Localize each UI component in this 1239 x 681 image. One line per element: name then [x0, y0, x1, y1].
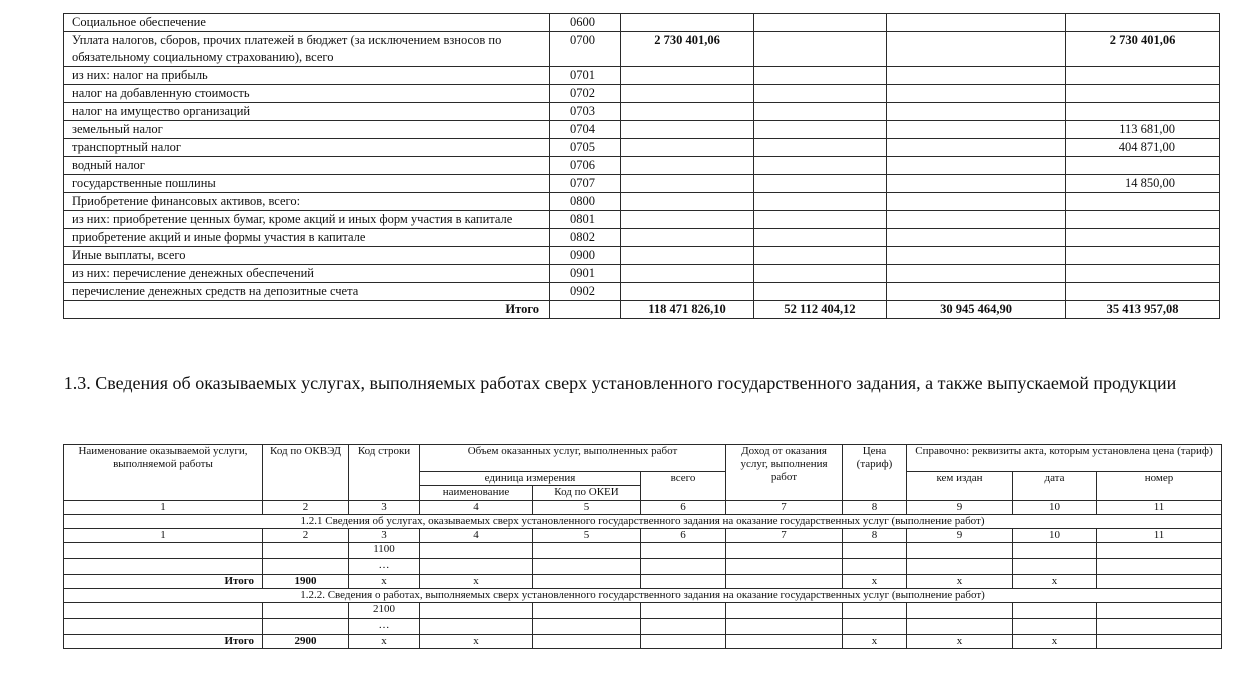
header-row-code: Код строки	[349, 445, 420, 501]
row-value-4: 113 681,00	[1066, 121, 1220, 139]
expenditure-row	[64, 121, 1220, 139]
total-label: Итого	[64, 301, 550, 319]
col-number: 7	[726, 501, 843, 515]
col-number: 9	[907, 529, 1013, 543]
row-value-4	[1066, 265, 1220, 283]
itogo-col4: х	[420, 575, 533, 589]
total-value-3: 30 945 464,90	[887, 301, 1066, 319]
row-code: 0901	[550, 265, 621, 283]
row-value-1	[621, 85, 754, 103]
row-value-4: 404 871,00	[1066, 139, 1220, 157]
itogo-code: х	[349, 575, 420, 589]
expenditure-table-body	[64, 14, 1220, 301]
column-numbers-row-repeat	[64, 529, 1222, 543]
header-unit: единица измерения	[420, 472, 641, 486]
expenditure-row	[64, 85, 1220, 103]
row-value-1	[621, 14, 754, 32]
col-number: 2	[263, 501, 349, 515]
expenditure-table	[63, 13, 1220, 319]
row-value-2	[754, 103, 887, 121]
col-number: 9	[907, 501, 1013, 515]
row-value-1	[621, 103, 754, 121]
col-number: 7	[726, 529, 843, 543]
row-value-3	[887, 157, 1066, 175]
row-name: государственные пошлины	[64, 175, 550, 193]
header-unit-name: наименование	[420, 486, 533, 501]
header-okved: Код по ОКВЭД	[263, 445, 349, 501]
expenditure-row	[64, 283, 1220, 301]
row-value-3	[887, 175, 1066, 193]
col-number: 8	[843, 529, 907, 543]
expenditure-row	[64, 157, 1220, 175]
itogo-row-2	[64, 635, 1222, 649]
row-code: 0700	[550, 32, 621, 67]
row-value-3	[887, 139, 1066, 157]
header-date: дата	[1013, 472, 1097, 501]
col-number: 10	[1013, 501, 1097, 515]
itogo-code: х	[349, 635, 420, 649]
row-value-1	[621, 175, 754, 193]
row-name: земельный налог	[64, 121, 550, 139]
row-name: из них: налог на прибыль	[64, 67, 550, 85]
row-value-1	[621, 157, 754, 175]
row-value-3	[887, 121, 1066, 139]
row-name: Социальное обеспечение	[64, 14, 550, 32]
header-reference: Справочно: реквизиты акта, которым установлена цена (тариф)	[907, 445, 1222, 472]
work-row-ellipsis	[64, 619, 1222, 635]
row-name: перечисление денежных средств на депозитные счета	[64, 283, 550, 301]
row-code: 0900	[550, 247, 621, 265]
row-value-3	[887, 103, 1066, 121]
expenditure-row	[64, 193, 1220, 211]
row-ellipsis: …	[349, 559, 420, 575]
col-number: 10	[1013, 529, 1097, 543]
row-value-1	[621, 265, 754, 283]
row-value-1	[621, 211, 754, 229]
row-value-2	[754, 265, 887, 283]
row-value-4	[1066, 229, 1220, 247]
row-value-2	[754, 139, 887, 157]
row-name: из них: приобретение ценных бумаг, кроме акций и иных форм участия в капитале	[64, 211, 550, 229]
row-value-4: 2 730 401,06	[1066, 32, 1220, 67]
col-number: 4	[420, 529, 533, 543]
header-volume: Объем оказанных услуг, выполненных работ	[420, 445, 726, 472]
expenditure-row	[64, 67, 1220, 85]
row-code: 0702	[550, 85, 621, 103]
total-value-4: 35 413 957,08	[1066, 301, 1220, 319]
row-value-4	[1066, 67, 1220, 85]
row-value-1	[621, 67, 754, 85]
itogo-col8: х	[843, 635, 907, 649]
row-value-1	[621, 229, 754, 247]
itogo-col10: х	[1013, 635, 1097, 649]
itogo-row-1	[64, 575, 1222, 589]
row-value-1	[621, 121, 754, 139]
header-name: Наименование оказываемой услуги, выполняемой работы	[64, 445, 263, 501]
total-value-2: 52 112 404,12	[754, 301, 887, 319]
row-value-1	[621, 283, 754, 301]
row-value-4	[1066, 157, 1220, 175]
row-code: 0706	[550, 157, 621, 175]
itogo-col10: х	[1013, 575, 1097, 589]
row-name: водный налог	[64, 157, 550, 175]
col-number: 6	[641, 501, 726, 515]
header-row-1	[64, 445, 1222, 472]
expenditure-row	[64, 265, 1220, 283]
row-code: 0802	[550, 229, 621, 247]
expenditure-row	[64, 103, 1220, 121]
subsection-2-title: 1.2.2. Сведения о работах, выполняемых сверх установленного государственного задания на оказание государственных услуг (выполнение работ)	[64, 589, 1222, 603]
header-total: всего	[641, 472, 726, 501]
row-code: 0902	[550, 283, 621, 301]
service-row	[64, 543, 1222, 559]
col-number: 2	[263, 529, 349, 543]
row-name: Приобретение финансовых активов, всего:	[64, 193, 550, 211]
row-name: приобретение акций и иные формы участия в капитале	[64, 229, 550, 247]
itogo-col8: х	[843, 575, 907, 589]
row-value-2	[754, 67, 887, 85]
row-value-4	[1066, 211, 1220, 229]
header-income: Доход от оказания услуг, выполнения работ	[726, 445, 843, 501]
total-value-1: 118 471 826,10	[621, 301, 754, 319]
row-value-2	[754, 32, 887, 67]
row-value-2	[754, 229, 887, 247]
row-code: 1100	[349, 543, 420, 559]
col-number: 1	[64, 529, 263, 543]
row-ellipsis: …	[349, 619, 420, 635]
subsection-1-title: 1.2.1 Сведения об услугах, оказываемых сверх установленного государственного задания на оказание государственных услуг (выполнение работ)	[64, 515, 1222, 529]
itogo-col9: х	[907, 635, 1013, 649]
subsection-1-row	[64, 515, 1222, 529]
row-name: из них: перечисление денежных обеспечений	[64, 265, 550, 283]
expenditure-row	[64, 175, 1220, 193]
subsection-2-row	[64, 589, 1222, 603]
itogo-col9: х	[907, 575, 1013, 589]
row-value-3	[887, 211, 1066, 229]
row-value-3	[887, 247, 1066, 265]
row-value-2	[754, 85, 887, 103]
total-code-cell	[550, 301, 621, 319]
row-value-2	[754, 247, 887, 265]
row-value-2	[754, 157, 887, 175]
row-code: 0703	[550, 103, 621, 121]
row-value-4	[1066, 247, 1220, 265]
expenditure-row	[64, 14, 1220, 32]
row-value-4	[1066, 103, 1220, 121]
total-row	[64, 301, 1220, 319]
col-number: 8	[843, 501, 907, 515]
row-value-3	[887, 32, 1066, 67]
column-numbers-row	[64, 501, 1222, 515]
services-table	[63, 444, 1222, 649]
col-number: 5	[533, 529, 641, 543]
row-value-4	[1066, 283, 1220, 301]
row-value-2	[754, 211, 887, 229]
row-value-3	[887, 85, 1066, 103]
row-value-2	[754, 14, 887, 32]
row-code: 2100	[349, 603, 420, 619]
row-value-3	[887, 229, 1066, 247]
row-value-4: 14 850,00	[1066, 175, 1220, 193]
row-name: Уплата налогов, сборов, прочих платежей в бюджет (за исключением взносов по обязательному социальному страхованию), всего	[64, 32, 550, 67]
row-code: 0800	[550, 193, 621, 211]
header-price: Цена (тариф)	[843, 445, 907, 501]
row-value-4	[1066, 14, 1220, 32]
row-value-3	[887, 283, 1066, 301]
row-code: 0600	[550, 14, 621, 32]
header-number: номер	[1097, 472, 1222, 501]
itogo-label: Итого	[64, 635, 263, 649]
row-code: 0701	[550, 67, 621, 85]
row-value-4	[1066, 85, 1220, 103]
itogo-col4: х	[420, 635, 533, 649]
row-value-1: 2 730 401,06	[621, 32, 754, 67]
service-row-ellipsis	[64, 559, 1222, 575]
header-unit-okei: Код по ОКЕИ	[533, 486, 641, 501]
expenditure-row	[64, 229, 1220, 247]
col-number: 3	[349, 501, 420, 515]
row-code: 0707	[550, 175, 621, 193]
row-code: 0704	[550, 121, 621, 139]
col-number: 4	[420, 501, 533, 515]
row-value-3	[887, 193, 1066, 211]
row-value-1	[621, 247, 754, 265]
section-title: 1.3. Сведения об оказываемых услугах, выполняемых работах сверх установленного государственного задания, а также выпускаемой продукции	[63, 373, 1177, 393]
expenditure-row	[64, 247, 1220, 265]
row-value-3	[887, 265, 1066, 283]
row-name: Иные выплаты, всего	[64, 247, 550, 265]
expenditure-row	[64, 211, 1220, 229]
col-number: 11	[1097, 501, 1222, 515]
row-value-1	[621, 193, 754, 211]
col-number: 5	[533, 501, 641, 515]
col-number: 11	[1097, 529, 1222, 543]
row-name: налог на добавленную стоимость	[64, 85, 550, 103]
expenditure-row	[64, 32, 1220, 67]
row-value-1	[621, 139, 754, 157]
expenditure-row	[64, 139, 1220, 157]
col-number: 1	[64, 501, 263, 515]
row-code: 0801	[550, 211, 621, 229]
row-value-4	[1066, 193, 1220, 211]
row-value-2	[754, 175, 887, 193]
row-name: транспортный налог	[64, 139, 550, 157]
work-row	[64, 603, 1222, 619]
itogo-okved: 1900	[263, 575, 349, 589]
col-number: 3	[349, 529, 420, 543]
header-issued-by: кем издан	[907, 472, 1013, 501]
row-name: налог на имущество организаций	[64, 103, 550, 121]
row-value-3	[887, 14, 1066, 32]
row-value-2	[754, 121, 887, 139]
col-number: 6	[641, 529, 726, 543]
row-value-2	[754, 283, 887, 301]
row-value-3	[887, 67, 1066, 85]
itogo-label: Итого	[64, 575, 263, 589]
row-value-2	[754, 193, 887, 211]
row-code: 0705	[550, 139, 621, 157]
itogo-okved: 2900	[263, 635, 349, 649]
